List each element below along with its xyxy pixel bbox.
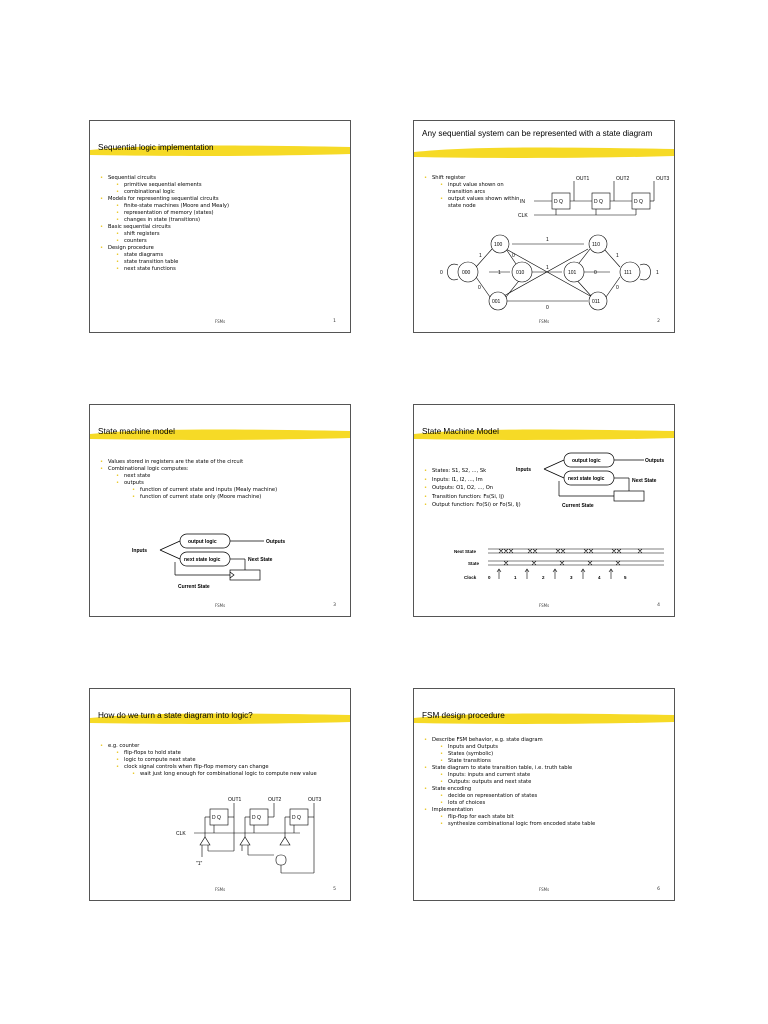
dq-label: D Q bbox=[252, 815, 261, 821]
state-node: 011 bbox=[592, 299, 600, 305]
tick-label: 1 bbox=[514, 575, 517, 580]
sub-bullet: • clock signal controls when flip-flop memory can change • wait just long enough for combinational logic to compute new value bbox=[116, 764, 345, 778]
out3-label: OUT3 bbox=[308, 797, 322, 803]
bullet: • State diagram to state transition table, i.e. truth table • Inputs: inputs and current state • Outputs: outputs and next state bbox=[424, 765, 669, 786]
state-node: 111 bbox=[624, 270, 632, 276]
page-number: 2 bbox=[657, 319, 660, 324]
bullet: • Transition function: Fs(Si, Ij) bbox=[424, 493, 584, 502]
slide-footer: FSMs bbox=[214, 603, 226, 608]
counter-circuit-diagram bbox=[170, 795, 330, 880]
sub-bullet: • finite-state machines (Moore and Mealy) bbox=[116, 203, 345, 210]
sub-bullet: • next state functions bbox=[116, 266, 345, 273]
state-node: 001 bbox=[492, 299, 501, 305]
dq-label: D Q bbox=[634, 199, 643, 205]
state-node: 110 bbox=[592, 242, 600, 248]
bullet: • Inputs: I1, I2, ..., Im bbox=[424, 476, 584, 485]
slide-title: FSM design procedure bbox=[422, 711, 505, 720]
sub-bullet: • flip-flop for each state bit bbox=[440, 814, 669, 821]
sub-bullet: • Inputs: inputs and current state bbox=[440, 772, 669, 779]
slide-footer: FSMs bbox=[538, 319, 550, 324]
current-state-label: Current State bbox=[562, 503, 594, 509]
slide-3 bbox=[89, 404, 351, 617]
bullet: • State encoding • decide on representation of states • lots of choices bbox=[424, 786, 669, 807]
sub-bullet: • outputs • function of current state and inputs (Mealy machine) • function of current state only (Moore machine) bbox=[116, 480, 345, 501]
sub-bullet: • primitive sequential elements bbox=[116, 182, 345, 189]
sub-bullet: • next state bbox=[116, 473, 345, 480]
next-state-logic-label: next state logic bbox=[184, 557, 221, 563]
page-number: 6 bbox=[657, 887, 660, 892]
arc-label: 0 bbox=[440, 270, 443, 276]
bullet: • Models for representing sequential circuits • finite-state machines (Moore and Mealy) • representation of memory (states) • changes in state (transitions) bbox=[100, 196, 345, 224]
sub-bullet: • lots of choices bbox=[440, 800, 669, 807]
state-node: 100 bbox=[494, 242, 503, 248]
sub-bullet: • input value shown on transition arcs bbox=[440, 182, 524, 196]
page-number: 5 bbox=[333, 887, 336, 892]
bullet: • Output function: Fo(Si) or Fo(Si, Ij) bbox=[424, 501, 584, 510]
arc-label: 0 bbox=[512, 253, 515, 259]
next-state-label: Next State bbox=[248, 557, 273, 563]
one-label: "1" bbox=[196, 861, 203, 867]
out1-label: OUT1 bbox=[228, 797, 242, 803]
bullet: • Design procedure • state diagrams • state transition table • next state functions bbox=[100, 245, 345, 273]
arc-label: 1 bbox=[498, 270, 501, 276]
tick-label: 2 bbox=[542, 575, 545, 580]
slide-5 bbox=[89, 688, 351, 901]
page-number: 4 bbox=[657, 603, 660, 608]
bullet: • Describe FSM behavior, e.g. state diagram • Inputs and Outputs • States (symbolic) • State transitions bbox=[424, 737, 669, 765]
state-machine-diagram bbox=[130, 530, 320, 590]
timing-diagram bbox=[444, 543, 669, 588]
state-node: 101 bbox=[568, 270, 577, 276]
outputs-label: Outputs bbox=[266, 539, 286, 545]
slide-footer: FSMs bbox=[538, 887, 550, 892]
sub-bullet: • decide on representation of states bbox=[440, 793, 669, 800]
next-state-label: Next State bbox=[454, 549, 477, 554]
sub-bullet: • synthesize combinational logic from encoded state table bbox=[440, 821, 669, 828]
page-number: 3 bbox=[333, 603, 336, 608]
sub-bullet: • shift registers bbox=[116, 231, 345, 238]
arc-label: 0 bbox=[546, 305, 549, 311]
bullet: • Sequential circuits • primitive sequential elements • combinational logic bbox=[100, 175, 345, 196]
next-state-label: Next State bbox=[632, 478, 657, 484]
tick-label: 0 bbox=[488, 575, 491, 580]
bullet: • Shift register • input value shown on transition arcs • output values shown within state node bbox=[424, 175, 524, 210]
clock-label: Clock bbox=[464, 575, 477, 580]
arc-label: 1 bbox=[479, 253, 482, 259]
inputs-label: Inputs bbox=[516, 467, 531, 473]
sub-bullet: • state transition table bbox=[116, 259, 345, 266]
slide-2 bbox=[413, 120, 675, 333]
slide-1 bbox=[89, 120, 351, 333]
highlight-brush bbox=[414, 143, 675, 161]
sub-bullet: • Inputs and Outputs bbox=[440, 744, 669, 751]
bullet-list bbox=[424, 175, 524, 210]
sub-sub-bullet: • wait just long enough for combinational logic to compute new value bbox=[132, 771, 345, 778]
sub-bullet: • logic to compute next state bbox=[116, 757, 345, 764]
sub-bullet: • changes in state (transitions) bbox=[116, 217, 345, 224]
state-node: 010 bbox=[516, 270, 525, 276]
clk-label: CLK bbox=[518, 213, 528, 219]
dq-label: D Q bbox=[292, 815, 301, 821]
sub-bullet: • combinational logic bbox=[116, 189, 345, 196]
sub-bullet: • State transitions bbox=[440, 758, 669, 765]
state-node: 000 bbox=[462, 270, 471, 276]
clk-label: CLK bbox=[176, 831, 186, 837]
bullet: • e.g. counter • flip-flops to hold state • logic to compute next state • clock signal controls when flip-flop memory can change • wait just long enough for combinational logic to compute new value bbox=[100, 743, 345, 778]
dq-label: D Q bbox=[594, 199, 603, 205]
state-label: State bbox=[468, 561, 480, 566]
slide-title: State machine model bbox=[98, 427, 175, 436]
out1-label: OUT1 bbox=[576, 176, 590, 182]
output-logic-label: output logic bbox=[572, 458, 601, 464]
slide-footer: FSMs bbox=[214, 887, 226, 892]
sub-sub-bullet: • function of current state and inputs (Mealy machine) bbox=[132, 487, 345, 494]
out3-label: OUT3 bbox=[656, 176, 670, 182]
sub-bullet: • flip-flops to hold state bbox=[116, 750, 345, 757]
arc-label: 0 bbox=[478, 285, 481, 291]
slide-title: State Machine Model bbox=[422, 427, 499, 436]
bullet: • States: S1, S2, ..., Sk bbox=[424, 467, 584, 476]
bullet-list bbox=[100, 175, 345, 273]
slide-title: How do we turn a state diagram into logic? bbox=[98, 711, 253, 720]
slide-title: Any sequential system can be represented with a state diagram bbox=[422, 129, 653, 138]
bullet: • Values stored in registers are the state of the circuit bbox=[100, 459, 345, 466]
page-number: 1 bbox=[333, 319, 336, 324]
sub-bullet: • state diagrams bbox=[116, 252, 345, 259]
inputs-label: Inputs bbox=[132, 548, 147, 554]
sub-bullet: • Outputs: outputs and next state bbox=[440, 779, 669, 786]
bullet: • Combinational logic computes: • next state • outputs • function of current state and inputs (Mealy machine) • function of current state only (Moore machine) bbox=[100, 466, 345, 501]
shift-register-diagram bbox=[514, 171, 674, 221]
slide-footer: FSMs bbox=[538, 603, 550, 608]
in-label: IN bbox=[520, 199, 525, 205]
sub-bullet: • counters bbox=[116, 238, 345, 245]
arc-label: 1 bbox=[546, 265, 549, 271]
state-machine-mini-diagram bbox=[514, 449, 674, 509]
tick-label: 5 bbox=[624, 575, 627, 580]
output-logic-label: output logic bbox=[188, 539, 217, 545]
slide-4 bbox=[413, 404, 675, 617]
bullet-list bbox=[424, 737, 669, 828]
slide-title: Sequential logic implementation bbox=[98, 143, 214, 152]
tick-label: 4 bbox=[598, 575, 601, 580]
sub-bullet: • output values shown within state node bbox=[440, 196, 524, 210]
bullet-list bbox=[100, 743, 345, 778]
dq-label: D Q bbox=[212, 815, 221, 821]
current-state-label: Current State bbox=[178, 584, 210, 590]
bullet: • Basic sequential circuits • shift registers • counters bbox=[100, 224, 345, 245]
sub-sub-bullet: • function of current state only (Moore machine) bbox=[132, 494, 345, 501]
bullet: • Implementation • flip-flop for each state bit • synthesize combinational logic from encoded state table bbox=[424, 807, 669, 828]
dq-label: D Q bbox=[554, 199, 563, 205]
arc-label: 0 bbox=[616, 285, 619, 291]
sub-bullet: • representation of memory (states) bbox=[116, 210, 345, 217]
arc-label: 0 bbox=[594, 270, 597, 276]
outputs-label: Outputs bbox=[645, 458, 665, 464]
arc-label: 1 bbox=[616, 253, 619, 259]
arc-label: 1 bbox=[656, 270, 659, 276]
slide-6 bbox=[413, 688, 675, 901]
sub-bullet: • States (symbolic) bbox=[440, 751, 669, 758]
out2-label: OUT2 bbox=[616, 176, 630, 182]
arc-label: 1 bbox=[546, 237, 549, 243]
next-state-logic-label: next state logic bbox=[568, 476, 605, 482]
bullet: • Outputs: O1, O2, ..., On bbox=[424, 484, 584, 493]
state-diagram bbox=[434, 229, 664, 314]
slide-footer: FSMs bbox=[214, 319, 226, 324]
bullet-list bbox=[100, 459, 345, 501]
out2-label: OUT2 bbox=[268, 797, 282, 803]
tick-label: 3 bbox=[570, 575, 573, 580]
